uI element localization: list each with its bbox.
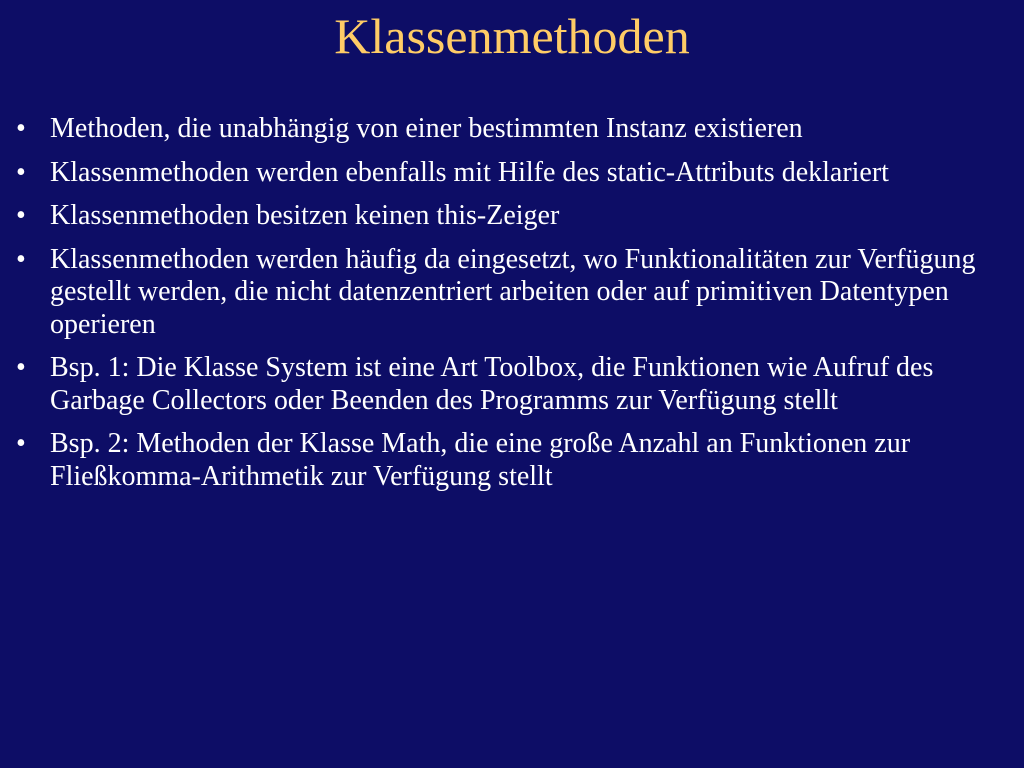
bullet-mark: • bbox=[16, 113, 26, 144]
bullet-item bbox=[16, 157, 991, 190]
bullet-item bbox=[16, 113, 991, 146]
bullet-mark: • bbox=[16, 200, 26, 231]
bullet-item bbox=[16, 428, 991, 493]
bullet-text: Klassenmethoden besitzen keinen this-Zeiger bbox=[50, 200, 560, 231]
bullet-text: Methoden, die unabhängig von einer bestimmten Instanz existieren bbox=[50, 113, 803, 144]
bullet-mark: • bbox=[16, 352, 26, 383]
bullet-mark: • bbox=[16, 243, 26, 275]
bullet-text: Bsp. 2: Methoden der Klasse Math, die eine große Anzahl an Funktionen zur Fließkomma-Arithmetik zur Verfügung stellt bbox=[50, 428, 911, 492]
bullet-item bbox=[16, 352, 991, 417]
bullet-text: Bsp. 1: Die Klasse System ist eine Art Toolbox, die Funktionen wie Aufruf des Garbage Collectors oder Beenden des Programms zur Verfügung stellt bbox=[50, 352, 934, 416]
bullet-text: Klassenmethoden werden ebenfalls mit Hilfe des static-Attributs deklariert bbox=[50, 156, 889, 188]
bullet-text: Klassenmethoden werden häufig da eingesetzt, wo Funktionalitäten zur Verfügung gestellt werden, die nicht datenzentriert arbeiten oder auf primitiven Datentypen operieren bbox=[50, 243, 976, 340]
slide-title: Klassenmethoden bbox=[334, 8, 690, 64]
bullet-item bbox=[16, 244, 991, 342]
bullet-mark: • bbox=[16, 156, 26, 188]
bullet-list bbox=[16, 113, 991, 504]
bullet-item bbox=[16, 200, 991, 233]
bullet-mark: • bbox=[16, 428, 26, 459]
